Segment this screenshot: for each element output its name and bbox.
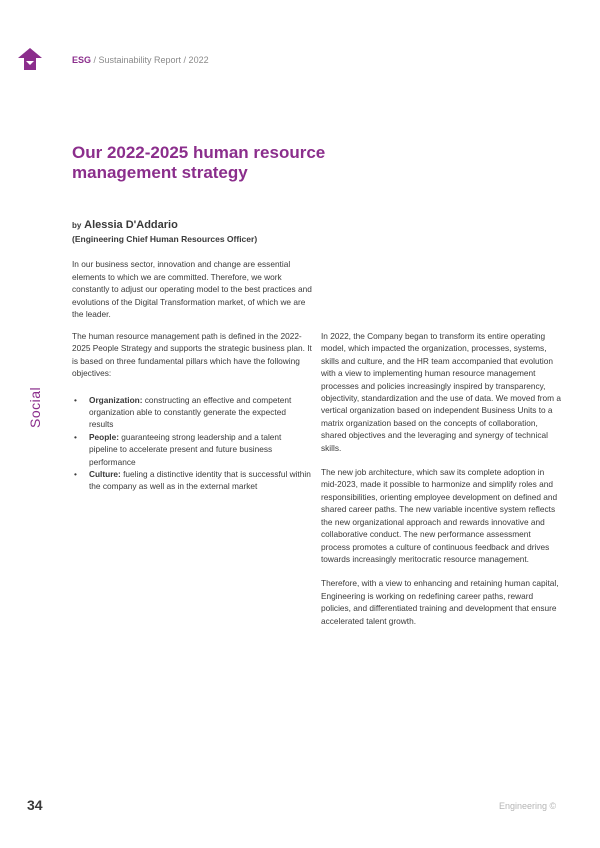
right-paragraph-1: In 2022, the Company began to transform its entire operating model, which impacted the organization, processes, systems, skills and culture, and the HR team accompanied that evolution with a view to implementing human resource management processes and policies increasingly inspired by transparency, objectivity, standardization and the use of data. We moved from a vertical organization based on independent Business Units to a matrix organization based on the concepts of collaboration, shared objectives and the leveraging and synergy of technical skills. — [321, 331, 561, 453]
section-side-label: Social — [27, 386, 43, 428]
engineering-logo-icon — [18, 48, 42, 70]
list-item — [72, 468, 312, 493]
footer-brand: Engineering © — [499, 801, 557, 811]
right-column — [321, 330, 561, 639]
header-esg: ESG — [72, 55, 92, 65]
bullet-icon: • — [74, 431, 77, 442]
page-title: Our 2022-2025 human resource management strategy — [72, 143, 326, 182]
byline-author: Alessia D'Addario — [84, 219, 178, 231]
bullet-text: constructing an effective and competent organization able to constantly generate the expected results — [89, 394, 292, 430]
page-number: 34 — [27, 797, 43, 813]
right-paragraph-2: The new job architecture, which saw its complete adoption in mid-2023, made it possible to harmonize and simplify roles and responsibilities, orienting employee development on defined and shared career paths. The new variable incentive system reflects the new organizational approach and rewards innovative and collaborative conduct. The new performance assessment process promotes a culture of continuous feedback and drives towards increasingly meritocratic resource management. — [321, 467, 558, 564]
header-trail: / Sustainability Report / 2022 — [91, 55, 209, 65]
bullet-term: Organization: — [89, 394, 143, 405]
bullet-text: guaranteeing strong leadership and a talent pipeline to accelerate present and future business performance — [89, 431, 282, 467]
byline-by: by — [72, 221, 82, 230]
list-item — [72, 431, 312, 468]
byline — [72, 219, 178, 231]
left-paragraph: The human resource management path is defined in the 2022-2025 People Strategy and supports the strategic business plan. It is based on three fundamental pillars which have the following objectives: — [72, 331, 312, 379]
byline-role: (Engineering Chief Human Resources Officer) — [72, 234, 258, 244]
objectives-list — [72, 394, 312, 493]
bullet-term: People: — [89, 431, 119, 442]
left-column — [72, 330, 312, 493]
right-paragraph-3: Therefore, with a view to enhancing and retaining human capital, Engineering is working on redefining career paths, reward policies, and differentiated training and development that ensure accelerated talent growth. — [321, 578, 559, 626]
bullet-text: fueling a distinctive identity that is successful within the company as well as in the external market — [89, 469, 311, 492]
list-item — [72, 394, 312, 431]
bullet-icon: • — [74, 469, 77, 480]
bullet-term: Culture: — [89, 469, 121, 480]
intro-paragraph: In our business sector, innovation and change are essential elements to which we are committed. Therefore, we work constantly to adjust our operating model to the best practices and evolutions of the Digital Transformation market, of which we are the leader. — [72, 259, 312, 319]
bullet-icon: • — [74, 394, 77, 405]
header-breadcrumb — [72, 55, 209, 65]
